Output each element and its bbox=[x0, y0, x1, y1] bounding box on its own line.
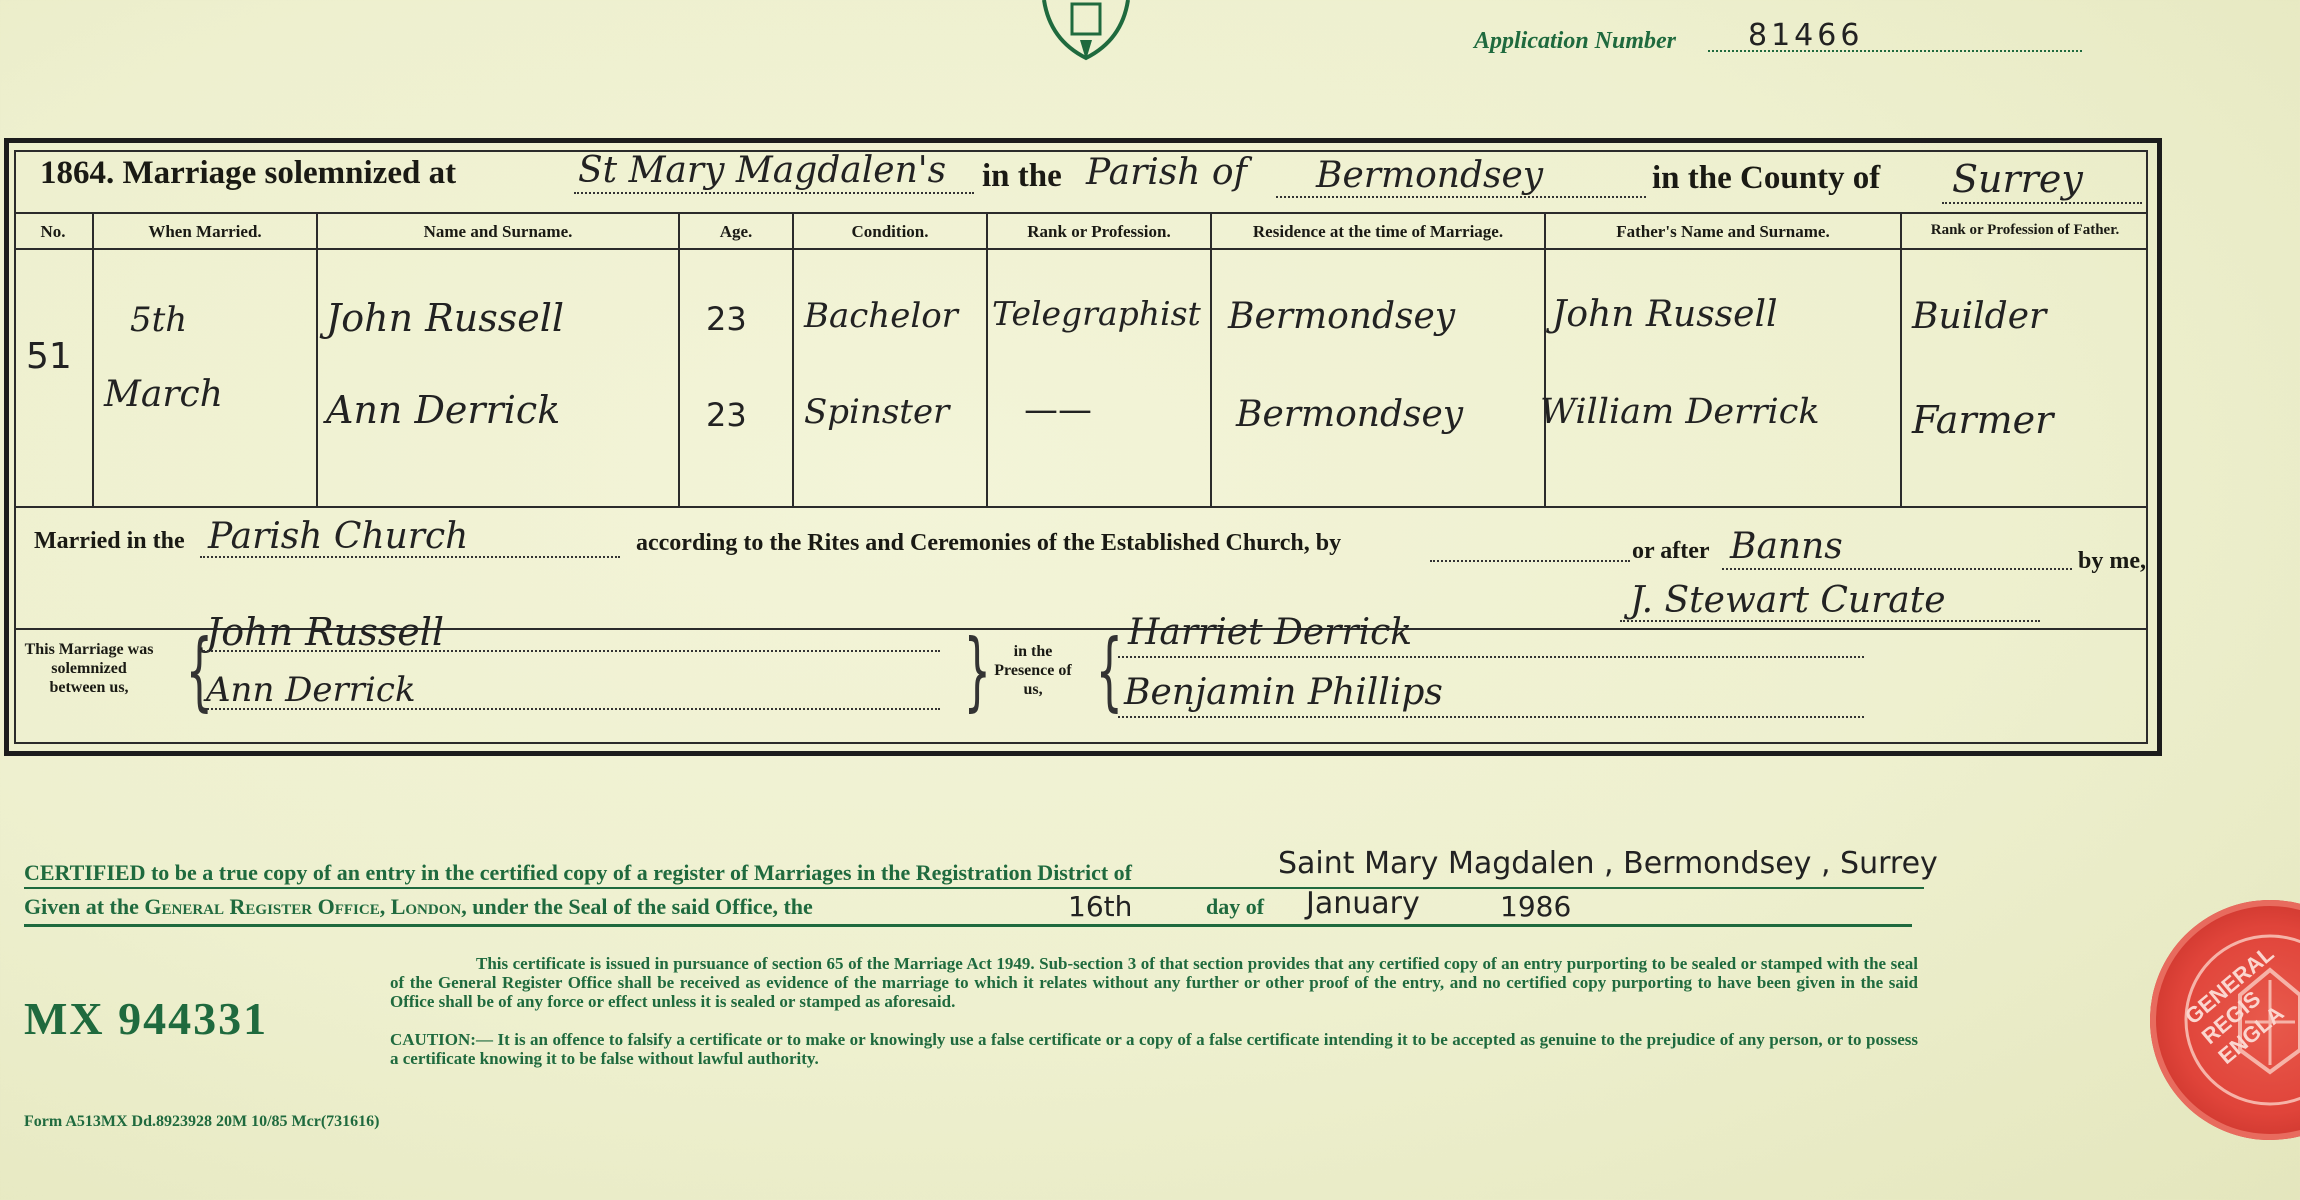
groom-name: John Russell bbox=[326, 296, 565, 340]
parish-underline bbox=[1276, 196, 1646, 198]
church-name: St Mary Magdalen's bbox=[578, 150, 947, 191]
legal-notice: This certificate is issued in pursuance of section 65 of the Marriage Act 1949. Sub-section 3 of that section provides that any certified copy of an entry purporting to be sealed or stamped with the seal of the General Register Office shall be received as evidence of the marriage to which it relates without any further or other proof of the entry, and no certified copy purporting to have been given in the said Office shall be of any force or effect unless it is sealed or stamped as aforesaid. bbox=[390, 954, 1918, 1011]
banns-underline bbox=[1722, 568, 2072, 570]
certified-text: to be a true copy of an entry in the certified copy of a register of Marriages in the Registration District of bbox=[150, 860, 1132, 885]
bride-signature-line bbox=[200, 708, 940, 710]
groom-father: John Russell bbox=[1552, 294, 1778, 335]
in-the-text: in the bbox=[982, 158, 1062, 194]
married-in-value: Parish Church bbox=[208, 516, 469, 557]
col-divider-6 bbox=[1210, 212, 1212, 506]
seal-text: GENERAL REGIS ENGLA bbox=[2180, 941, 2289, 1069]
column-header-age: Age. bbox=[719, 222, 753, 241]
presence-label: in the Presence of us, bbox=[994, 643, 1072, 698]
column-header-condition: Condition. bbox=[851, 222, 929, 241]
col-divider-2 bbox=[316, 212, 318, 506]
witness-1-signature: Harriet Derrick bbox=[1128, 612, 1413, 653]
given-at-rule bbox=[24, 924, 1912, 927]
col-divider-1 bbox=[92, 212, 94, 506]
married-in-underline bbox=[200, 556, 620, 558]
col-divider-7 bbox=[1544, 212, 1546, 506]
application-number-label: Application Number bbox=[1474, 28, 1677, 54]
groom-signature-line bbox=[200, 650, 940, 652]
certificate-month: January bbox=[1306, 886, 1420, 921]
groom-age: 23 bbox=[706, 300, 747, 338]
entry-date-day: 5th bbox=[130, 300, 188, 340]
column-header-name: Name and Surname. bbox=[423, 222, 573, 241]
bride-father-profession: Farmer bbox=[1912, 398, 2054, 442]
certificate-year: 1986 bbox=[1500, 890, 1572, 923]
parish-name: Bermondsey bbox=[1316, 155, 1544, 196]
given-at-line bbox=[24, 894, 813, 920]
column-header-no: No. bbox=[40, 222, 66, 241]
witness-brace: { bbox=[1095, 621, 1124, 721]
royal-crest-icon bbox=[1040, 0, 1132, 62]
column-header-rank: Rank or Profession. bbox=[1027, 222, 1171, 241]
entries-divider bbox=[14, 506, 2148, 508]
certificate-serial: MX 944331 bbox=[24, 993, 269, 1044]
groom-residence: Bermondsey bbox=[1228, 296, 1456, 337]
given-at-text: under the Seal of the said Office, the bbox=[472, 894, 813, 919]
licence-underline bbox=[1430, 560, 1630, 562]
banns-value: Banns bbox=[1730, 526, 1843, 567]
right-brace: } bbox=[963, 621, 992, 721]
col-divider-8 bbox=[1900, 212, 1902, 506]
bride-age: 23 bbox=[706, 396, 747, 434]
column-header-when: When Married. bbox=[148, 222, 262, 241]
officiant-underline bbox=[1620, 620, 2040, 622]
given-at-prefix: Given at the bbox=[24, 894, 139, 919]
col-divider-3 bbox=[678, 212, 680, 506]
registration-district: Saint Mary Magdalen , Bermondsey , Surrey bbox=[1278, 846, 1938, 881]
left-brace: { bbox=[185, 621, 214, 721]
col-divider-4 bbox=[792, 212, 794, 506]
certified-line bbox=[24, 860, 1132, 886]
or-after-label: or after bbox=[1632, 538, 1710, 564]
groom-condition: Bachelor bbox=[804, 296, 958, 336]
bride-signature: Ann Derrick bbox=[206, 670, 416, 710]
entry-number: 51 bbox=[26, 336, 72, 377]
groom-profession: Telegraphist bbox=[992, 294, 1201, 333]
officiant-signature: J. Stewart Curate bbox=[1630, 580, 1946, 621]
married-in-label: Married in the bbox=[34, 528, 185, 554]
county-name: Surrey bbox=[1952, 157, 2083, 201]
bride-condition: Spinster bbox=[804, 392, 950, 432]
groom-signature: John Russell bbox=[206, 610, 445, 654]
col-divider-5 bbox=[986, 212, 988, 506]
bride-residence: Bermondsey bbox=[1236, 394, 1464, 435]
certified-prefix: CERTIFIED bbox=[24, 860, 146, 885]
bride-name: Ann Derrick bbox=[326, 388, 561, 432]
certificate-day: 16th bbox=[1068, 890, 1133, 923]
witness-2-signature: Benjamin Phillips bbox=[1124, 672, 1443, 713]
form-reference: Form A513MX Dd.8923928 20M 10/85 Mcr(731616) bbox=[24, 1113, 380, 1130]
bride-father: William Derrick bbox=[1540, 392, 1820, 432]
column-header-residence: Residence at the time of Marriage. bbox=[1252, 222, 1504, 241]
groom-father-profession: Builder bbox=[1912, 296, 2047, 337]
header-divider bbox=[14, 212, 2148, 214]
title-text: Marriage solemnized at bbox=[122, 155, 457, 191]
caution-block bbox=[390, 1030, 1918, 1068]
parish-label: Parish of bbox=[1086, 152, 1247, 193]
column-header-divider bbox=[14, 248, 2148, 250]
county-text: in the County of bbox=[1652, 160, 1881, 196]
column-header-father: Father's Name and Surname. bbox=[1616, 222, 1830, 241]
bride-profession: —— bbox=[1024, 390, 1092, 430]
column-header-father-rank: Rank or Profession of Father. bbox=[1930, 222, 2120, 238]
day-of-label: day of bbox=[1206, 894, 1265, 919]
by-me-label: by me, bbox=[2078, 548, 2146, 574]
caution-text: It is an offence to falsify a certificate or to make or knowingly use a false certificate or a copy of a false certificate intending it to be accepted as genuine to the prejudice of any person, or to possess a certificate knowing it to be false without lawful authority. bbox=[390, 1030, 1919, 1068]
witness-1-line bbox=[1118, 656, 1864, 658]
register-year: 1864. bbox=[40, 155, 115, 191]
county-underline bbox=[1942, 202, 2142, 204]
entry-date-month: March bbox=[104, 374, 223, 415]
rites-text: according to the Rites and Ceremonies of the Established Church, by bbox=[636, 530, 1342, 556]
register-title bbox=[40, 155, 456, 192]
register-office: General Register Office, London, bbox=[144, 894, 467, 919]
caution-label: CAUTION:— bbox=[390, 1030, 493, 1049]
application-number: 81466 bbox=[1748, 18, 1864, 53]
church-underline bbox=[574, 192, 974, 194]
between-us-label: This Marriage was solemnized between us, bbox=[24, 641, 154, 696]
certified-rule bbox=[24, 887, 1924, 889]
witness-2-line bbox=[1118, 716, 1864, 718]
